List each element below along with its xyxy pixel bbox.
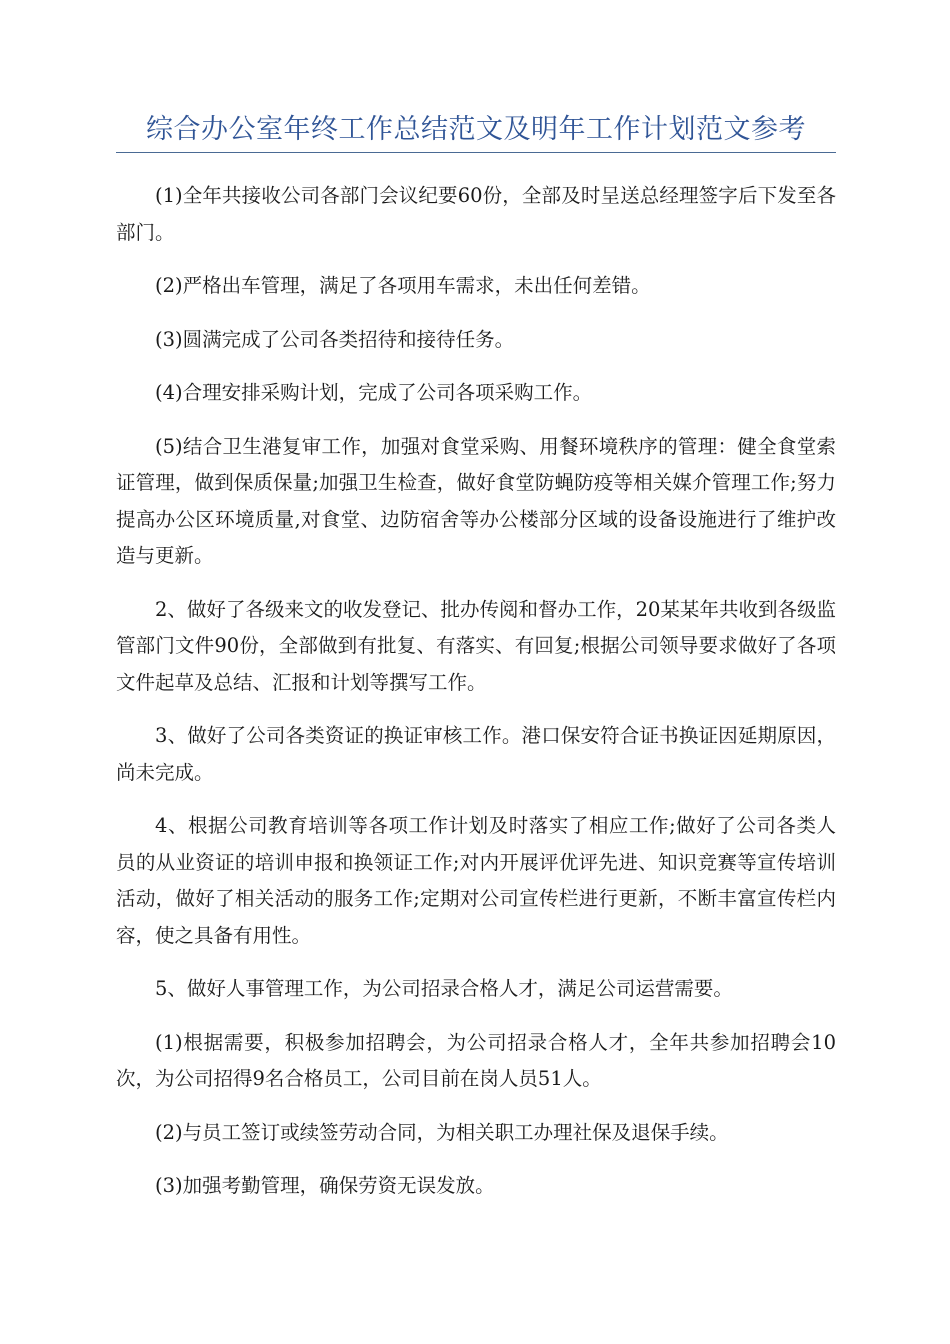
- paragraph: (3)加强考勤管理，确保劳资无误发放。: [155, 1174, 495, 1197]
- paragraph: 2、做好了各级来文的收发登记、批办传阅和督办工作，20某某年共收到各级监管部门文件90份，全部做到有批复、有落实、有回复;根据公司领导要求做好了各项文件起草及总结、汇报和计划等撰写工作。: [116, 597, 836, 694]
- paragraph: (1)根据需要，积极参加招聘会，为公司招录合格人才，全年共参加招聘会10次，为公司招得9名合格员工，公司目前在岗人员51人。: [116, 1030, 836, 1090]
- document-title: 综合办公室年终工作总结范文及明年工作计划范文参考: [146, 114, 806, 145]
- paragraph: (3)圆满完成了公司各类招待和接待任务。: [155, 327, 515, 351]
- paragraph: 5、做好人事管理工作，为公司招录合格人才，满足公司运营需要。: [155, 977, 733, 1000]
- paragraph: 4、根据公司教育培训等各项工作计划及时落实了相应工作;做好了公司各类人员的从业资证的培训申报和换领证工作;对内开展评优评先进、知识竞赛等宣传培训活动，做好了相关活动的服务工作;定期对公司宣传栏进行更新，不断丰富宣传栏内容，使之具备有用性。: [116, 814, 836, 947]
- paragraph: 3、做好了公司各类资证的换证审核工作。港口保安符合证书换证因延期原因，尚未完成。: [116, 724, 836, 784]
- paragraph: (1)全年共接收公司各部门会议纪要60份，全部及时呈送总经理签字后下发至各部门。: [116, 184, 836, 244]
- document-body: [116, 178, 836, 1222]
- title-block: [116, 112, 836, 153]
- paragraph: (4)合理安排采购计划，完成了公司各项采购工作。: [155, 381, 593, 404]
- paragraph: (2)严格出车管理，满足了各项用车需求，未出任何差错。: [155, 274, 651, 297]
- paragraph: (2)与员工签订或续签劳动合同，为相关职工办理社保及退保手续。: [155, 1120, 729, 1144]
- paragraph: (5)结合卫生港复审工作，加强对食堂采购、用餐环境秩序的管理：健全食堂索证管理，做到保质保量;加强卫生检查，做好食堂防蝇防疫等相关媒介管理工作;努力提高办公区环境质量,对食堂、边防宿舍等办公楼部分区域的设备设施进行了维护改造与更新。: [116, 434, 836, 567]
